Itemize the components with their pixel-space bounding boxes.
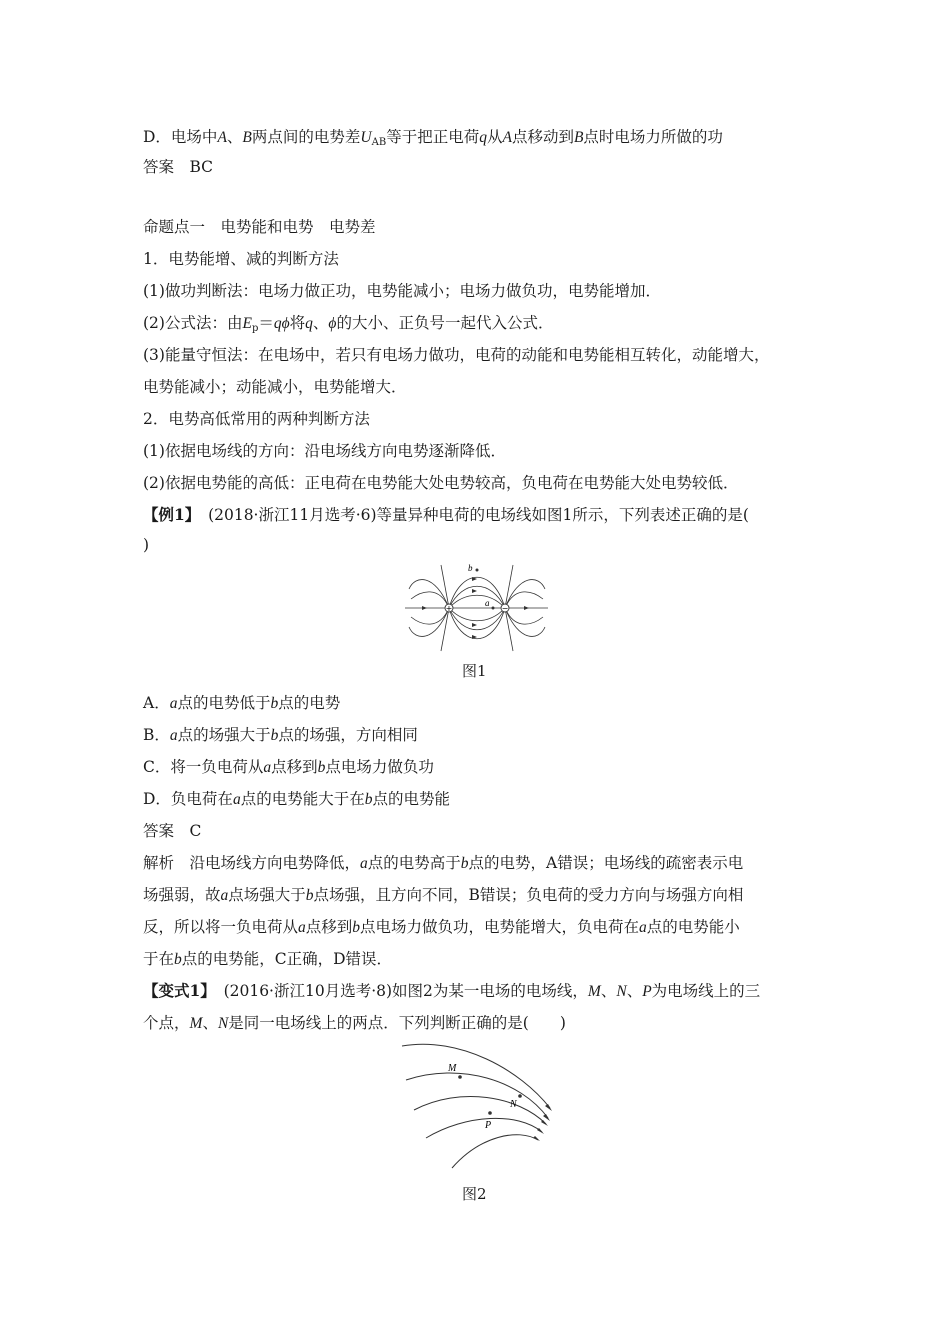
point-m	[458, 1075, 462, 1079]
example-1-stem: 【例1】 (2018·浙江11月选考·6)等量异种电荷的电场线如图1所示，下列表述正确的是(	[143, 505, 749, 524]
example-1-option-c: C．将一负电荷从a点移到b点电场力做负功	[143, 758, 434, 776]
figure-2-field-lines	[400, 1040, 560, 1175]
example-1-option-d: D．负电荷在a点的电势能大于在b点的电势能	[143, 790, 450, 808]
variant-1-tag: 【变式1】	[143, 981, 209, 1000]
method-1-item-2: (2)公式法：由$E_p=q\phi$将q、ϕ的大小、正负号一起代入公式．	[143, 314, 554, 334]
label-a: a	[485, 598, 490, 608]
example-1-answer: 答案 C	[143, 822, 202, 840]
method-2-title: 2．电势高低常用的两种判断方法	[143, 410, 370, 428]
point-n	[518, 1094, 522, 1098]
label-p: P	[485, 1120, 492, 1131]
analysis-line-2: 场强弱，故a点场强大于b点场强，且方向不同，B错误；负电荷的受力方向与场强方向相	[143, 886, 744, 904]
variant-1-stem-line-2: 个点，M、N是同一电场线上的两点．下列判断正确的是( )	[143, 1014, 566, 1032]
section-title: 命题点一 电势能和电势 电势差	[143, 218, 376, 236]
point-a	[492, 607, 495, 610]
label-m: M	[448, 1063, 457, 1074]
negative-charge-sign: −	[501, 604, 509, 613]
example-1-option-b: B．a点的场强大于b点的场强，方向相同	[143, 726, 418, 744]
analysis-line-1: 解析 沿电场线方向电势降低，a点的电势高于b点的电势，A错误；电场线的疏密表示电	[143, 854, 744, 872]
example-1-stem-close: )	[143, 536, 150, 554]
method-2-item-1: (1)依据电场线的方向：沿电场线方向电势逐渐降低．	[143, 442, 506, 460]
option-d-previous: D．电场中A、B两点间的电势差$U_{AB}$等于把正电荷q从A点移动到B点时电场力所做的功	[143, 128, 723, 148]
method-1-item-3-line-1: (3)能量守恒法：在电场中，若只有电场力做功，电荷的动能和电势能相互转化，动能增大，	[143, 346, 770, 364]
method-1-title: 1．电势能增、减的判断方法	[143, 250, 339, 268]
example-1-tag: 【例1】	[143, 505, 193, 524]
analysis-line-4: 于在b点的电势能，C正确，D错误．	[143, 950, 393, 968]
answer-previous: 答案 BC	[143, 158, 214, 176]
example-1-option-a: A．a点的电势低于b点的电势	[143, 694, 341, 712]
point-p	[488, 1111, 492, 1115]
figure-1-caption: 图1	[462, 662, 487, 680]
analysis-line-3: 反，所以将一负电荷从a点移到b点电场力做负功，电势能增大，负电荷在a点的电势能小	[143, 918, 740, 936]
method-1-item-3-line-2: 电势能减小；动能减小，电势能增大．	[143, 378, 407, 396]
variant-1-stem-line-1: 【变式1】 (2016·浙江10月选考·8)如图2为某一电场的电场线，M、N、P为电场线上的三	[143, 981, 761, 1000]
figure-1-dipole-field	[405, 563, 548, 645]
point-b	[476, 569, 479, 572]
method-1-item-1: (1)做功判断法：电场力做正功，电势能减小；电场力做负功，电势能增加．	[143, 282, 661, 300]
positive-charge-sign: +	[445, 604, 453, 613]
label-n: N	[510, 1099, 517, 1110]
method-2-item-2: (2)依据电势能的高低：正电荷在电势能大处电势较高，负电荷在电势能大处电势较低．	[143, 474, 739, 492]
figure-2-caption: 图2	[462, 1185, 487, 1203]
curved-field-lines	[402, 1044, 550, 1168]
label-b: b	[468, 563, 473, 573]
curved-field-arrows	[533, 1104, 552, 1141]
